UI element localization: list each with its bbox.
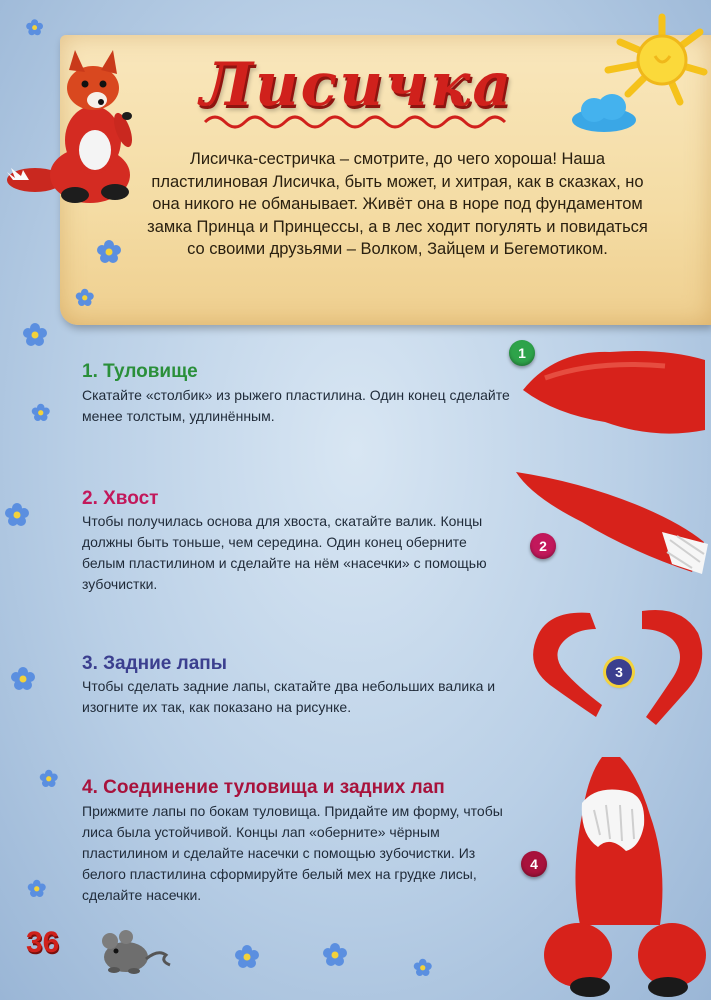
step-4-title: 4. Соединение туловища и задних лап: [82, 777, 445, 798]
cloud-illustration: [568, 92, 640, 134]
flower-icon: [22, 15, 48, 41]
hind-leg-right-illustration: [632, 603, 711, 731]
fox-figurine-illustration: [5, 40, 135, 210]
title-underline-decoration: [200, 112, 520, 132]
step-3-text: Чтобы сделать задние лапы, скатайте два небольших валика и изогните их так, как показано на рисунке.: [82, 678, 496, 715]
flower-icon: [0, 498, 34, 532]
fox-body-illustration: [515, 330, 711, 440]
fox-tail-illustration: [512, 462, 711, 582]
flower-icon: [92, 235, 126, 269]
fox-body-assembled-illustration: [540, 755, 711, 1000]
step-4-text: Прижмите лапы по бокам туловища. Придайте им форму, чтобы лиса была устойчивой. Концы лап «оберните» чёрным пластилином и сделайте насечки с помощью зубочистки. Из белого пластилина сформируйте белый мех на грудке лисы, сделайте насечки.: [82, 803, 503, 903]
flower-icon: [6, 662, 40, 696]
step-2-title: 2. Хвост: [82, 488, 159, 509]
flower-icon: [24, 876, 50, 902]
flower-icon: [410, 955, 436, 981]
step-1-text: Скатайте «столбик» из рыжего пластилина. Один конец сделайте менее толстым, удлинённым.: [82, 387, 510, 424]
flower-icon: [318, 938, 352, 972]
step-1-title: 1. Туловище: [82, 361, 198, 382]
step-3-badge: 3: [606, 659, 632, 685]
mouse-illustration: [96, 925, 172, 977]
flower-icon: [230, 940, 264, 974]
step-1-badge: 1: [509, 340, 535, 366]
flower-icon: [18, 318, 52, 352]
flower-icon: [72, 285, 98, 311]
hind-leg-left-illustration: [520, 605, 606, 727]
step-4-badge: 4: [521, 851, 547, 877]
flower-icon: [36, 766, 62, 792]
step-2-text: Чтобы получилась основа для хвоста, скатайте валик. Концы должны быть тоньше, чем середина. Один конец оберните белым пластилином и сделайте на нём «насечки» с помощью зубочистки.: [82, 513, 487, 592]
step-2-badge: 2: [530, 533, 556, 559]
flower-icon: [28, 400, 54, 426]
intro-paragraph: Лисичка-сестричка – смотрите, до чего хороша! Наша пластилиновая Лисичка, быть может, и хитрая, как в сказках, но она никого не обманывает. Живёт она в норе под фундаментом замка Принца и Принцессы, а в лес ходит погулять и повидаться со своими друзьями – Волком, Зайцем и Бегемотиком.: [147, 150, 648, 258]
page-title: Лисичка: [200, 50, 514, 120]
step-3-title: 3. Задние лапы: [82, 653, 227, 674]
page-number: 36: [26, 926, 60, 959]
